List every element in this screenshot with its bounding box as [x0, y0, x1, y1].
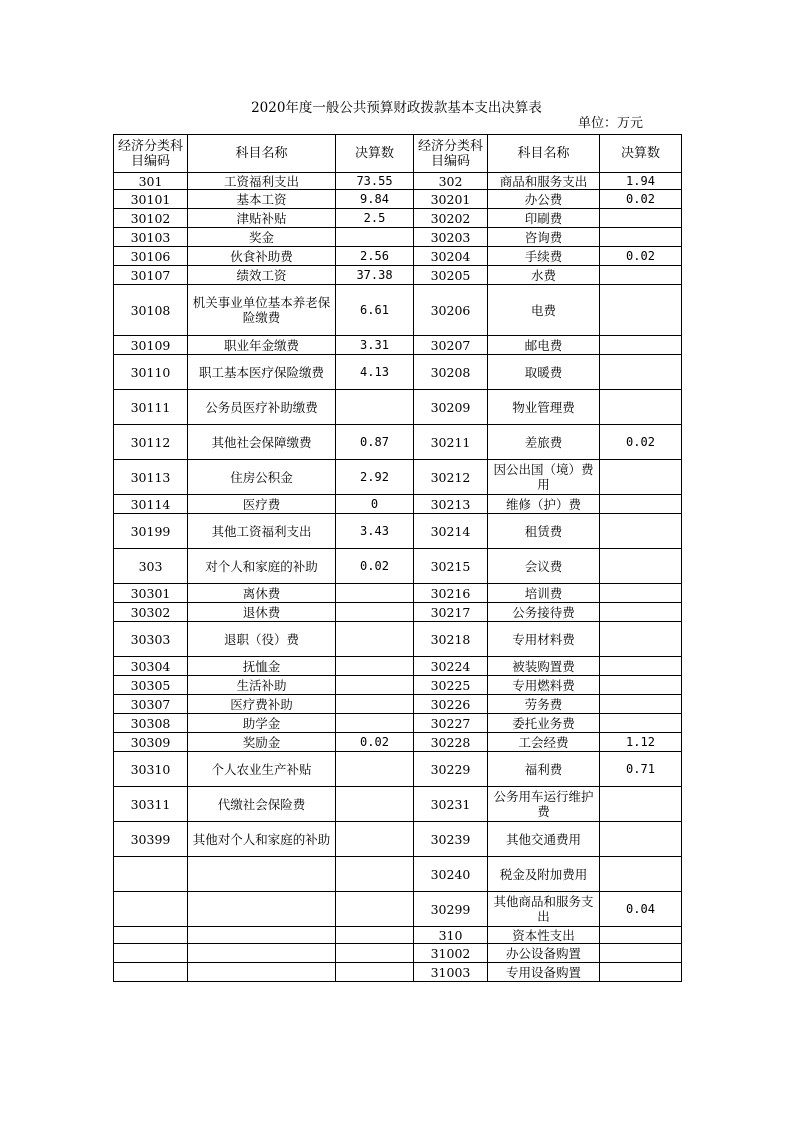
cell-code-left: 30309: [114, 733, 188, 752]
cell-code-right: 30217: [414, 603, 488, 622]
cell-amount-left: 73.55: [336, 173, 414, 190]
cell-code-right: 30201: [414, 190, 488, 209]
cell-code-left: 30308: [114, 714, 188, 733]
expenditure-table: [113, 134, 682, 982]
cell-amount-left: 4.13: [336, 355, 414, 390]
cell-name-right: 因公出国（境）费用: [488, 460, 600, 495]
cell-name-left: 生活补助: [188, 676, 336, 695]
header-amount-right: 决算数: [600, 135, 682, 173]
cell-amount-left: [336, 714, 414, 733]
header-code-right: 经济分类科目编码: [414, 135, 488, 173]
cell-amount-left: [336, 944, 414, 963]
cell-code-right: 30299: [414, 892, 488, 927]
cell-amount-right: [600, 355, 682, 390]
cell-amount-left: [336, 603, 414, 622]
cell-code-right: 30218: [414, 622, 488, 657]
cell-amount-right: 1.12: [600, 733, 682, 752]
cell-code-right: 310: [414, 927, 488, 944]
cell-name-left: 工资福利支出: [188, 173, 336, 190]
cell-code-left: 30303: [114, 622, 188, 657]
cell-code-right: 30214: [414, 514, 488, 549]
table-row: [114, 733, 682, 752]
table-row: [114, 495, 682, 514]
cell-name-right: 被装购置费: [488, 657, 600, 676]
cell-amount-right: [600, 657, 682, 676]
cell-name-left: [188, 963, 336, 982]
cell-code-left: [114, 857, 188, 892]
cell-name-left: 离休费: [188, 584, 336, 603]
table-row: [114, 425, 682, 460]
cell-name-left: [188, 857, 336, 892]
cell-amount-right: [600, 514, 682, 549]
cell-name-left: 津贴补贴: [188, 209, 336, 228]
cell-code-right: 31002: [414, 944, 488, 963]
table-body: [114, 173, 682, 982]
cell-amount-right: [600, 787, 682, 822]
header-name-right: 科目名称: [488, 135, 600, 173]
cell-amount-left: [336, 657, 414, 676]
table-row: [114, 622, 682, 657]
table-row: [114, 266, 682, 285]
cell-name-right: 税金及附加费用: [488, 857, 600, 892]
table-row: [114, 695, 682, 714]
cell-code-right: 30208: [414, 355, 488, 390]
table-row: [114, 228, 682, 247]
cell-amount-right: [600, 603, 682, 622]
cell-name-left: 奖励金: [188, 733, 336, 752]
cell-amount-right: [600, 714, 682, 733]
cell-name-right: 其他商品和服务支出: [488, 892, 600, 927]
cell-code-right: 30228: [414, 733, 488, 752]
page-title: 2020年度一般公共预算财政拨款基本支出决算表: [251, 100, 542, 116]
cell-code-left: 30103: [114, 228, 188, 247]
cell-amount-right: 0.02: [600, 425, 682, 460]
cell-code-right: 30205: [414, 266, 488, 285]
cell-name-right: 其他交通费用: [488, 822, 600, 857]
cell-code-right: 30240: [414, 857, 488, 892]
cell-amount-right: [600, 857, 682, 892]
table-row: [114, 676, 682, 695]
table-header-row: [114, 135, 682, 173]
cell-name-right: 邮电费: [488, 336, 600, 355]
cell-amount-left: [336, 676, 414, 695]
cell-code-right: 30211: [414, 425, 488, 460]
cell-name-left: 退休费: [188, 603, 336, 622]
cell-name-right: 电费: [488, 285, 600, 336]
cell-code-left: [114, 944, 188, 963]
cell-amount-right: [600, 944, 682, 963]
table-row: [114, 514, 682, 549]
table-row: [114, 787, 682, 822]
cell-name-left: 代缴社会保险费: [188, 787, 336, 822]
cell-name-left: 助学金: [188, 714, 336, 733]
cell-name-left: 个人农业生产补贴: [188, 752, 336, 787]
cell-amount-left: 3.31: [336, 336, 414, 355]
cell-code-left: 30310: [114, 752, 188, 787]
table-row: [114, 336, 682, 355]
cell-name-left: [188, 892, 336, 927]
cell-code-right: 30229: [414, 752, 488, 787]
table-row: [114, 822, 682, 857]
cell-amount-left: [336, 963, 414, 982]
table-row: [114, 247, 682, 266]
cell-code-left: 30302: [114, 603, 188, 622]
table-row: [114, 355, 682, 390]
cell-name-left: 基本工资: [188, 190, 336, 209]
cell-code-left: 30199: [114, 514, 188, 549]
cell-code-right: 30213: [414, 495, 488, 514]
cell-amount-left: [336, 752, 414, 787]
table-row: [114, 603, 682, 622]
cell-code-left: 30111: [114, 390, 188, 425]
cell-name-right: 专用设备购置: [488, 963, 600, 982]
table-row: [114, 549, 682, 584]
cell-name-left: 对个人和家庭的补助: [188, 549, 336, 584]
cell-amount-right: [600, 584, 682, 603]
cell-name-right: 工会经费: [488, 733, 600, 752]
cell-amount-left: [336, 584, 414, 603]
cell-code-right: 30202: [414, 209, 488, 228]
cell-name-right: 租赁费: [488, 514, 600, 549]
cell-code-left: 30399: [114, 822, 188, 857]
cell-code-left: 30311: [114, 787, 188, 822]
cell-code-right: 30209: [414, 390, 488, 425]
cell-code-left: 30107: [114, 266, 188, 285]
cell-name-left: 奖金: [188, 228, 336, 247]
cell-amount-left: [336, 822, 414, 857]
cell-code-right: 30231: [414, 787, 488, 822]
cell-amount-left: [336, 622, 414, 657]
cell-amount-left: 2.5: [336, 209, 414, 228]
table-row: [114, 584, 682, 603]
cell-amount-right: [600, 963, 682, 982]
cell-amount-right: [600, 695, 682, 714]
cell-amount-left: [336, 228, 414, 247]
cell-code-left: 30114: [114, 495, 188, 514]
cell-code-right: 30224: [414, 657, 488, 676]
cell-code-right: 30204: [414, 247, 488, 266]
cell-name-right: 专用材料费: [488, 622, 600, 657]
cell-code-left: 30112: [114, 425, 188, 460]
cell-amount-left: [336, 390, 414, 425]
cell-amount-left: [336, 787, 414, 822]
cell-code-left: 30301: [114, 584, 188, 603]
cell-code-left: 303: [114, 549, 188, 584]
cell-name-left: 其他社会保障缴费: [188, 425, 336, 460]
table-row: [114, 752, 682, 787]
cell-name-right: 劳务费: [488, 695, 600, 714]
cell-amount-left: [336, 857, 414, 892]
header-amount-left: 决算数: [336, 135, 414, 173]
cell-name-left: 职业年金缴费: [188, 336, 336, 355]
cell-name-right: 咨询费: [488, 228, 600, 247]
cell-amount-right: [600, 927, 682, 944]
cell-code-left: 30109: [114, 336, 188, 355]
cell-name-left: [188, 944, 336, 963]
cell-code-right: 30239: [414, 822, 488, 857]
cell-amount-left: 0: [336, 495, 414, 514]
cell-amount-right: [600, 390, 682, 425]
cell-amount-left: [336, 892, 414, 927]
cell-code-right: 30203: [414, 228, 488, 247]
cell-amount-right: 0.02: [600, 190, 682, 209]
cell-code-left: 30101: [114, 190, 188, 209]
cell-name-right: 水费: [488, 266, 600, 285]
cell-name-left: 绩效工资: [188, 266, 336, 285]
header-name-left: 科目名称: [188, 135, 336, 173]
cell-name-right: 培训费: [488, 584, 600, 603]
table-row: [114, 285, 682, 336]
cell-name-left: 职工基本医疗保险缴费: [188, 355, 336, 390]
cell-code-left: 30110: [114, 355, 188, 390]
cell-amount-right: 0.71: [600, 752, 682, 787]
cell-amount-left: 6.61: [336, 285, 414, 336]
table-row: [114, 209, 682, 228]
cell-name-right: 委托业务费: [488, 714, 600, 733]
cell-name-right: 印刷费: [488, 209, 600, 228]
cell-name-right: 办公设备购置: [488, 944, 600, 963]
table-row: [114, 460, 682, 495]
cell-code-left: [114, 963, 188, 982]
cell-amount-left: 0.87: [336, 425, 414, 460]
cell-name-right: 会议费: [488, 549, 600, 584]
cell-name-left: [188, 927, 336, 944]
cell-amount-left: 2.92: [336, 460, 414, 495]
cell-code-left: 30108: [114, 285, 188, 336]
cell-code-left: 30304: [114, 657, 188, 676]
table-row: [114, 714, 682, 733]
cell-name-right: 资本性支出: [488, 927, 600, 944]
cell-name-right: 商品和服务支出: [488, 173, 600, 190]
cell-amount-left: 0.02: [336, 549, 414, 584]
cell-amount-right: [600, 266, 682, 285]
cell-amount-left: [336, 927, 414, 944]
cell-name-left: 医疗费补助: [188, 695, 336, 714]
cell-name-right: 取暖费: [488, 355, 600, 390]
cell-amount-right: [600, 336, 682, 355]
table-row: [114, 190, 682, 209]
cell-amount-right: [600, 228, 682, 247]
cell-name-left: 伙食补助费: [188, 247, 336, 266]
cell-amount-left: 37.38: [336, 266, 414, 285]
cell-amount-right: [600, 209, 682, 228]
cell-amount-left: 9.84: [336, 190, 414, 209]
cell-name-left: 其他工资福利支出: [188, 514, 336, 549]
cell-code-right: 30225: [414, 676, 488, 695]
unit-label: 单位：万元: [578, 116, 644, 131]
cell-code-left: 30102: [114, 209, 188, 228]
cell-name-left: 机关事业单位基本养老保险缴费: [188, 285, 336, 336]
cell-name-right: 差旅费: [488, 425, 600, 460]
cell-code-right: 30212: [414, 460, 488, 495]
cell-name-right: 公务接待费: [488, 603, 600, 622]
cell-amount-right: 0.04: [600, 892, 682, 927]
cell-name-right: 公务用车运行维护费: [488, 787, 600, 822]
cell-name-right: 办公费: [488, 190, 600, 209]
cell-name-left: 退职（役）费: [188, 622, 336, 657]
header-code-left: 经济分类科目编码: [114, 135, 188, 173]
cell-code-right: 30226: [414, 695, 488, 714]
cell-name-right: 手续费: [488, 247, 600, 266]
cell-amount-right: [600, 285, 682, 336]
cell-code-left: [114, 892, 188, 927]
cell-amount-right: [600, 495, 682, 514]
cell-code-left: 30113: [114, 460, 188, 495]
cell-code-right: 30227: [414, 714, 488, 733]
cell-code-left: 301: [114, 173, 188, 190]
cell-amount-right: [600, 676, 682, 695]
cell-code-right: 30215: [414, 549, 488, 584]
cell-code-right: 30216: [414, 584, 488, 603]
cell-code-left: 30106: [114, 247, 188, 266]
cell-amount-right: [600, 822, 682, 857]
cell-name-right: 福利费: [488, 752, 600, 787]
cell-name-right: 物业管理费: [488, 390, 600, 425]
table-row: [114, 173, 682, 190]
cell-amount-right: 1.94: [600, 173, 682, 190]
cell-name-left: 医疗费: [188, 495, 336, 514]
table-row: [114, 927, 682, 944]
table-row: [114, 857, 682, 892]
cell-name-left: 其他对个人和家庭的补助: [188, 822, 336, 857]
cell-name-right: 专用燃料费: [488, 676, 600, 695]
cell-name-left: 抚恤金: [188, 657, 336, 676]
table-row: [114, 963, 682, 982]
cell-amount-left: 2.56: [336, 247, 414, 266]
cell-amount-right: [600, 460, 682, 495]
cell-code-left: 30307: [114, 695, 188, 714]
cell-code-right: 30206: [414, 285, 488, 336]
cell-code-right: 30207: [414, 336, 488, 355]
cell-amount-right: [600, 549, 682, 584]
cell-name-left: 公务员医疗补助缴费: [188, 390, 336, 425]
cell-amount-right: 0.02: [600, 247, 682, 266]
cell-name-right: 维修（护）费: [488, 495, 600, 514]
table-row: [114, 892, 682, 927]
table-row: [114, 944, 682, 963]
table-row: [114, 390, 682, 425]
cell-amount-left: [336, 695, 414, 714]
cell-amount-left: 3.43: [336, 514, 414, 549]
cell-amount-left: 0.02: [336, 733, 414, 752]
table-row: [114, 657, 682, 676]
cell-code-left: [114, 927, 188, 944]
cell-name-left: 住房公积金: [188, 460, 336, 495]
cell-code-right: 302: [414, 173, 488, 190]
cell-code-right: 31003: [414, 963, 488, 982]
cell-code-left: 30305: [114, 676, 188, 695]
cell-amount-right: [600, 622, 682, 657]
